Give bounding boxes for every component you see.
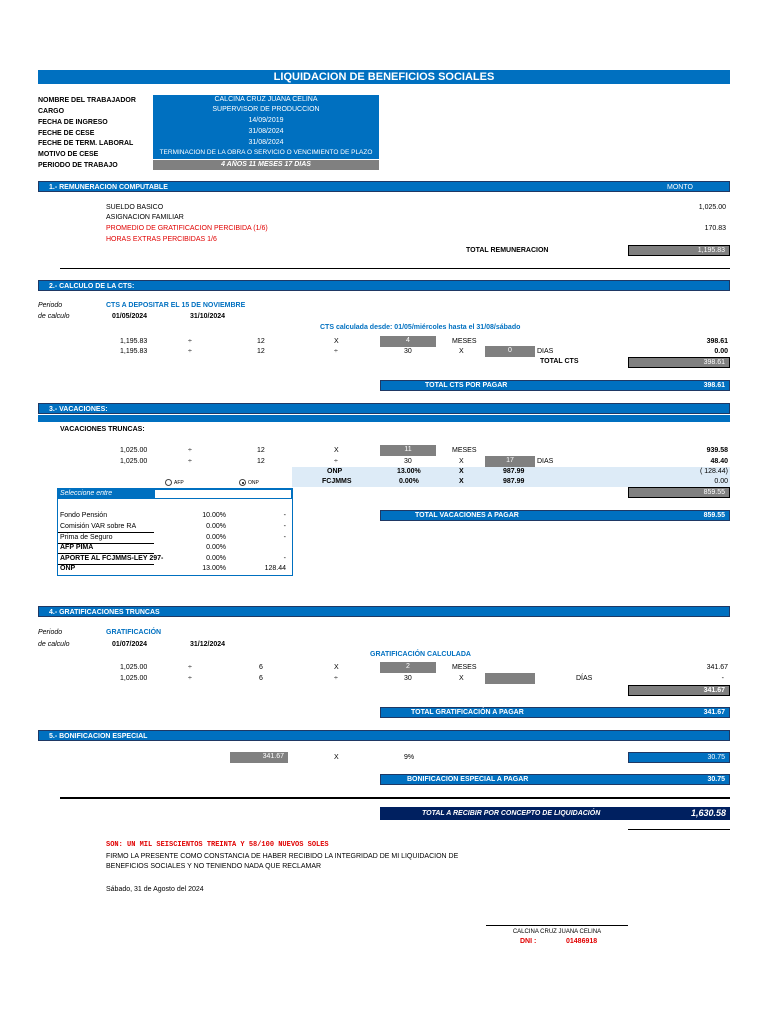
worker-value: 14/09/2019 — [248, 117, 284, 124]
cts-months-cell: 4 — [380, 336, 436, 347]
vac-row2-op: ÷ — [188, 458, 192, 465]
vac-row2-unit: DIAS — [537, 458, 554, 465]
vac-truncas-label: VACACIONES TRUNCAS: — [60, 426, 145, 433]
pension-label: AFP PIMA — [60, 544, 94, 551]
grat-row1-op2: X — [334, 664, 339, 671]
divider — [628, 829, 730, 830]
section-3-header: 3.- VACACIONES: — [38, 403, 730, 414]
fcjmms-label: FCJMMS — [322, 478, 352, 485]
radio-afp[interactable] — [165, 479, 172, 486]
firmo-line-2: BENEFICIOS SOCIALES Y NO TENIENDO NADA QUE RECLAMAR — [106, 863, 322, 870]
cts-row2-result: 0.00 — [714, 348, 728, 355]
cts-row2-op: ÷ — [188, 348, 192, 355]
signature-line — [486, 925, 628, 926]
s1-item-label: ASIGNACION FAMILIAR — [106, 214, 184, 221]
cts-row2-div: 12 — [257, 348, 265, 355]
grat-row2-unit: DÍAS — [576, 675, 593, 682]
s1-item-label: PROMEDIO DE GRATIFICACION PERCIBIDA (1/6) — [106, 225, 268, 232]
radio-onp-label: ONP — [248, 480, 259, 486]
grat-months-cell: 2 — [380, 662, 436, 673]
radio-afp-label: AFP — [174, 480, 184, 486]
pension-val: - — [283, 512, 286, 519]
vac-row1-base: 1,025.00 — [120, 447, 148, 454]
signature-name: CALCINA CRUZ JUANA CELINA — [512, 929, 602, 935]
vac-row2-div: 12 — [257, 458, 265, 465]
cts-row1-op2: X — [334, 338, 339, 345]
page-title: LIQUIDACION DE BENEFICIOS SOCIALES — [38, 70, 730, 84]
worker-label: MOTIVO DE CESE — [38, 151, 99, 158]
select-label: Seleccione entre — [58, 489, 154, 499]
bonif-base-cell: 341.67 — [230, 752, 288, 763]
periodo-value: 4 AÑOS 11 MESES 17 DIAS — [153, 160, 379, 170]
cts-desde-note: CTS calculada desde: 01/05/miércoles hasta el 31/08/sábado — [320, 324, 521, 331]
worker-label: PERIODO DE TRABAJO — [38, 162, 118, 169]
firmo-line-1: FIRMO LA PRESENTE COMO CONSTANCIA DE HABER RECIBIDO LA INTEGRIDAD DE MI LIQUIDACION DE — [106, 853, 459, 860]
total-remuneracion-label: TOTAL REMUNERACION — [466, 247, 549, 254]
fcjmms-pct: 0.00% — [399, 478, 419, 485]
pension-pct: 0.00% — [206, 555, 226, 562]
grat-label: GRATIFICACIÓN — [106, 629, 162, 636]
dni-label: DNI : — [520, 938, 537, 945]
cts-row2-base: 1,195.83 — [120, 348, 148, 355]
grat-row1-unit: MESES — [452, 664, 477, 671]
total-grat-pagar: TOTAL GRATIFICACIÓN A PAGAR 341.67 — [380, 707, 730, 718]
worker-label: FECHE DE TERM. LABORAL — [38, 140, 134, 147]
grat-to-date: 31/12/2024 — [190, 641, 226, 648]
worker-label: CARGO — [38, 108, 65, 115]
s1-item-label: SUELDO BASICO — [106, 204, 164, 211]
vac-row2-op3: X — [459, 458, 464, 465]
worker-value: CALCINA CRUZ JUANA CELINA — [214, 96, 318, 103]
total-vac-pagar: TOTAL VACACIONES A PAGAR 859.55 — [380, 510, 730, 521]
cts-deposit-label: CTS A DEPOSITAR EL 15 DE NOVIEMBRE — [106, 302, 246, 309]
radio-onp[interactable] — [239, 479, 246, 486]
vac-months-cell: 11 — [380, 445, 436, 456]
cts-row1-unit: MESES — [452, 338, 477, 345]
fcjmms-x: X — [459, 478, 464, 485]
divider — [60, 797, 730, 799]
cts-row1-op: ÷ — [188, 338, 192, 345]
worker-value: SUPERVISOR DE PRODUCCION — [212, 106, 320, 113]
pension-pct: 10.00% — [202, 512, 226, 519]
pension-label: APORTE AL FCJMMS-LEY 297- — [60, 555, 164, 562]
vac-row2-n2: 30 — [404, 458, 412, 465]
section-3-subbar — [38, 415, 730, 422]
pension-val: - — [283, 534, 286, 541]
section-5-header: 5.- BONIFICACION ESPECIAL — [38, 730, 730, 741]
cts-row2-n2: 30 — [404, 348, 412, 355]
pension-val: 128.44 — [264, 565, 286, 572]
grat-row2-base: 1,025.00 — [120, 675, 148, 682]
cts-days-cell: 0 — [485, 346, 535, 357]
total-cts-pagar: TOTAL CTS POR PAGAR 398.61 — [380, 380, 730, 391]
cts-row1-result: 398.61 — [706, 338, 728, 345]
bonif-result: 30.75 — [628, 752, 730, 763]
vac-row2-base: 1,025.00 — [120, 458, 148, 465]
vac-row1-div: 12 — [257, 447, 265, 454]
cts-row1-base: 1,195.83 — [120, 338, 148, 345]
onp-x: X — [459, 468, 464, 475]
cts-row2-op3: X — [459, 348, 464, 355]
s1-item-value: 1,025.00 — [698, 204, 726, 211]
worker-value: 31/08/2024 — [248, 139, 284, 146]
dni-value: 01486918 — [566, 938, 598, 945]
pension-label: ONP — [60, 565, 76, 572]
pension-pct: 0.00% — [206, 544, 226, 551]
worker-label: FECHE DE CESE — [38, 130, 95, 137]
cts-row2-unit: DIAS — [537, 348, 554, 355]
grat-row1-result: 341.67 — [706, 664, 728, 671]
vac-row1-op2: X — [334, 447, 339, 454]
grat-from-date: 01/07/2024 — [112, 641, 148, 648]
vac-row2-result: 48.40 — [710, 458, 728, 465]
divider — [60, 268, 730, 269]
cts-to-date: 31/10/2024 — [190, 313, 226, 320]
section-1-header: 1.- REMUNERACION COMPUTABLE MONTO — [38, 181, 730, 192]
periodo-label: Periodo — [38, 629, 63, 636]
grat-row1-op: ÷ — [188, 664, 192, 671]
pension-val: - — [283, 523, 286, 530]
fcjmms-base: 987.99 — [503, 478, 525, 485]
grat-calc-label: GRATIFICACIÓN CALCULADA — [370, 651, 471, 658]
onp-result: ( 128.44) — [699, 468, 728, 475]
de-calculo-label: de calculo — [38, 641, 70, 648]
son-text: SON: UN MIL SEISCIENTOS TREINTA Y 58/100 NUEVOS SOLES — [106, 841, 329, 849]
vac-net-value: 859.55 — [628, 487, 730, 498]
total-bonif-pagar: BONIFICACION ESPECIAL A PAGAR 30.75 — [380, 774, 730, 785]
pension-label: Fondo Pensión — [60, 512, 108, 519]
worker-value: TERMINACION DE LA OBRA O SERVICIO O VENCIMIENTO DE PLAZO — [159, 149, 373, 156]
cts-from-date: 01/05/2024 — [112, 313, 148, 320]
grat-row2-result: - — [721, 675, 724, 682]
grat-row2-op2: ÷ — [334, 675, 338, 682]
cts-row2-op2: ÷ — [334, 348, 338, 355]
grat-row2-n2: 30 — [404, 675, 412, 682]
s1-item-value: 170.83 — [704, 225, 726, 232]
vac-row2-op2: ÷ — [334, 458, 338, 465]
s1-item-label: HORAS EXTRAS PERCIBIDAS 1/6 — [106, 236, 217, 243]
vac-row1-unit: MESES — [452, 447, 477, 454]
pension-select[interactable] — [154, 489, 292, 499]
onp-base: 987.99 — [503, 468, 525, 475]
grat-row1-base: 1,025.00 — [120, 664, 148, 671]
de-calculo-label: de calculo — [38, 313, 70, 320]
total-cts-value: 398.61 — [628, 357, 730, 368]
grat-days-cell — [485, 673, 535, 684]
date-text: Sábado, 31 de Agosto del 2024 — [106, 886, 204, 893]
pension-val: - — [283, 555, 286, 562]
bonif-pct: 9% — [404, 754, 415, 761]
cts-row1-div: 12 — [257, 338, 265, 345]
worker-value: 31/08/2024 — [248, 128, 284, 135]
grat-row2-op3: X — [459, 675, 464, 682]
pension-pct: 13.00% — [202, 565, 226, 572]
periodo-label: Periodo — [38, 302, 63, 309]
worker-label: NOMBRE DEL TRABAJADOR — [38, 97, 136, 104]
grat-row1-div: 6 — [259, 664, 263, 671]
onp-pct: 13.00% — [397, 468, 421, 475]
section-2-header: 2.- CALCULO DE LA CTS: — [38, 280, 730, 291]
section-4-header: 4.- GRATIFICACIONES TRUNCAS — [38, 606, 730, 617]
pension-pct: 0.00% — [206, 523, 226, 530]
vac-days-cell: 17 — [485, 456, 535, 467]
total-cts-label: TOTAL CTS — [540, 358, 579, 365]
onp-label: ONP — [327, 468, 343, 475]
pension-label: Prima de Seguro — [60, 534, 113, 541]
bonif-x: X — [334, 754, 339, 761]
total-remuneracion-value: 1,195.83 — [628, 245, 730, 256]
grand-total: TOTAL A RECIBIR POR CONCEPTO DE LIQUIDACIÓN 1,630.58 — [380, 807, 730, 820]
vac-row1-op: ÷ — [188, 447, 192, 454]
grat-row2-op: ÷ — [188, 675, 192, 682]
vac-row1-result: 939.58 — [706, 447, 728, 454]
pension-pct: 0.00% — [206, 534, 226, 541]
grat-subtotal: 341.67 — [628, 685, 730, 696]
grat-row2-div: 6 — [259, 675, 263, 682]
pension-label: Comisión VAR sobre RA — [60, 523, 137, 530]
worker-label: FECHA DE INGRESO — [38, 119, 108, 126]
fcjmms-result: 0.00 — [714, 478, 728, 485]
